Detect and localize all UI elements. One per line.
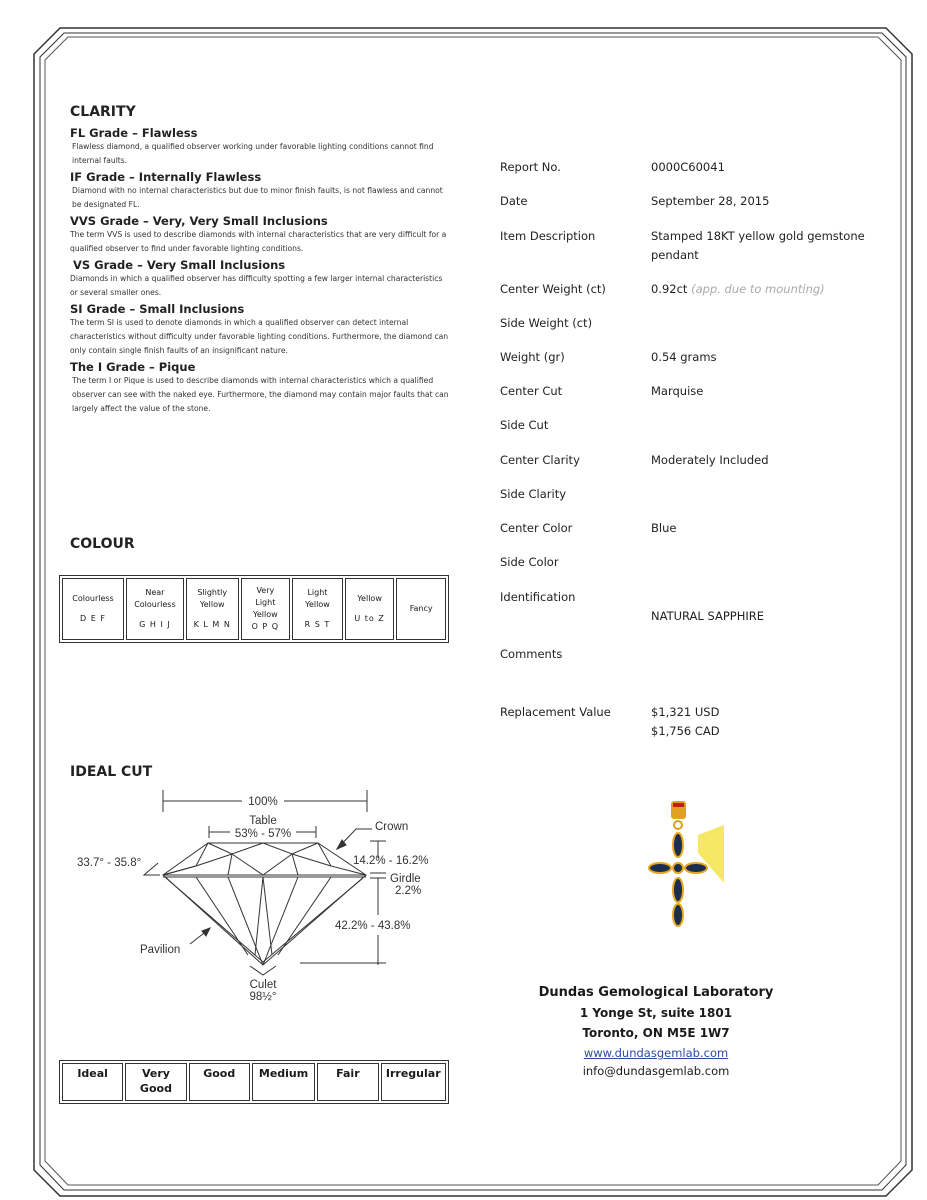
- cut-grade-cell: Good: [189, 1063, 250, 1101]
- colour-grades: R S T: [304, 620, 331, 629]
- field-value: [651, 280, 891, 299]
- field-label: Center Color: [500, 521, 573, 535]
- field-label: Side Weight (ct): [500, 316, 593, 330]
- colour-name: Near Colourless: [134, 588, 176, 609]
- culet-angle-label: 98½°: [249, 991, 277, 1003]
- grade-heading: SI Grade – Small Inclusions: [70, 302, 245, 316]
- pavilion-depth-label: 42.2% - 43.8%: [335, 920, 411, 932]
- colour-grades: K L M N: [193, 620, 231, 629]
- grade-text: Flawless diamond, a qualified observer working under favorable lighting conditions cannot find internal faults.: [72, 142, 434, 165]
- cut-grade-cell: Fair: [317, 1063, 378, 1101]
- cut-grade-cell: Irregular: [381, 1063, 446, 1101]
- cut-grade-cell: Ideal: [62, 1063, 123, 1101]
- field-label: Center Cut: [500, 384, 563, 398]
- field-value: NATURAL SAPPHIRE: [651, 609, 765, 623]
- field-value: 0000C60041: [651, 160, 725, 174]
- field-value: 0.54 grams: [651, 350, 717, 364]
- width-label: 100%: [248, 796, 278, 808]
- field-label: Replacement Value: [500, 705, 611, 719]
- grade-text: The term VVS is used to describe diamonds with internal characteristics that are very difficult for a qualified observer to find under favorable lighting conditions.: [70, 230, 447, 253]
- colour-name: Yellow: [357, 594, 382, 603]
- field-value: Marquise: [651, 384, 704, 398]
- cut-grade-cell: Medium: [252, 1063, 315, 1101]
- colour-name: Colourless: [72, 594, 114, 603]
- center-weight-note: (app. due to mounting): [691, 282, 825, 296]
- grade-heading: The I Grade – Pique: [70, 360, 196, 374]
- colour-grades: D E F: [80, 614, 106, 623]
- lab-website-link[interactable]: www.dundasgemlab.com: [583, 1046, 729, 1060]
- cut-grade-cell: [125, 1063, 186, 1101]
- crown-angle-label: 33.7° - 35.8°: [77, 857, 142, 869]
- lab-email: info@dundasgemlab.com: [582, 1064, 730, 1078]
- table-label: Table: [249, 815, 277, 827]
- colour-name: Fancy: [409, 604, 433, 613]
- diamond-proportions-diagram: [0, 0, 460, 1010]
- colour-grades: O P Q: [251, 622, 280, 631]
- pendant-photo: [640, 795, 730, 935]
- colour-grades: G H I J: [139, 620, 171, 629]
- lab-name: Dundas Gemological Laboratory: [538, 985, 774, 1000]
- center-weight-value: 0.92ct: [651, 282, 688, 296]
- field-label: Comments: [500, 647, 563, 661]
- crown-height-label: 14.2% - 16.2%: [353, 855, 429, 867]
- grade-text: Diamond with no internal characteristics but due to minor finish faults, is not flawless and cannot be designated FL.: [72, 186, 443, 209]
- field-label: Weight (gr): [500, 350, 565, 364]
- colour-title: COLOUR: [70, 536, 135, 552]
- lab-address-line1: 1 Yonge St, suite 1801: [579, 1006, 733, 1020]
- grade-text: The term I or Pique is used to describe diamonds with internal characteristics which a qualified observer can see with the naked eye. Furthermore, the diamond may contain major faults that can largely affect the value of the stone.: [72, 376, 449, 413]
- lab-address-line2: Toronto, ON M5E 1W7: [582, 1026, 730, 1040]
- lab-info: [506, 985, 806, 1078]
- grade-heading: VS Grade – Very Small Inclusions: [73, 258, 286, 272]
- field-label: Side Color: [500, 555, 559, 569]
- table-range-label: 53% - 57%: [234, 828, 292, 840]
- grade-heading: VVS Grade – Very, Very Small Inclusions: [70, 214, 328, 228]
- colour-name: Light Yellow: [305, 588, 330, 609]
- field-label: Side Cut: [500, 418, 549, 432]
- field-value: $1,321 USD: [651, 705, 720, 719]
- field-label: Date: [500, 194, 528, 208]
- culet-label: Culet: [249, 979, 277, 991]
- grade-heading: FL Grade – Flawless: [70, 126, 198, 140]
- field-value: Moderately Included: [651, 453, 769, 467]
- girdle-label: Girdle: [390, 873, 421, 885]
- grade-text: The term SI is used to denote diamonds in which a qualified observer can detect internal characteristics without difficulty under favorable lighting conditions. Furthermore, the diamond can only contain single finish faults of an insignificant nature.: [70, 318, 449, 355]
- field-value: Stamped 18KT yellow gold gemstone pendant: [651, 229, 865, 262]
- colour-name: Slightly Yellow: [197, 588, 228, 609]
- cut-grade-label: Very Good: [139, 1067, 172, 1095]
- field-label: Item Description: [500, 229, 596, 243]
- field-label: Side Clarity: [500, 487, 567, 501]
- girdle-value: 2.2%: [395, 885, 422, 897]
- colour-name: Very Light Yellow: [253, 586, 278, 619]
- crown-label: Crown: [375, 821, 409, 833]
- grade-text: Diamonds in which a qualified observer has difficulty spotting a few larger internal characteristics or several smaller ones.: [70, 274, 443, 297]
- ideal-cut-title: IDEAL CUT: [70, 764, 153, 780]
- field-label: Center Weight (ct): [500, 282, 606, 296]
- grade-heading: IF Grade – Internally Flawless: [70, 170, 262, 184]
- clarity-title: CLARITY: [70, 104, 136, 120]
- field-label: Report No.: [500, 160, 561, 174]
- field-label: Center Clarity: [500, 453, 580, 467]
- field-value: $1,756 CAD: [651, 724, 720, 738]
- field-value: Blue: [651, 521, 677, 535]
- cut-grade-table: [59, 1060, 449, 1104]
- field-label: Identification: [500, 590, 576, 604]
- field-value: September 28, 2015: [651, 194, 770, 208]
- pavilion-label: Pavilion: [140, 944, 181, 956]
- colour-grades: U to Z: [354, 614, 385, 623]
